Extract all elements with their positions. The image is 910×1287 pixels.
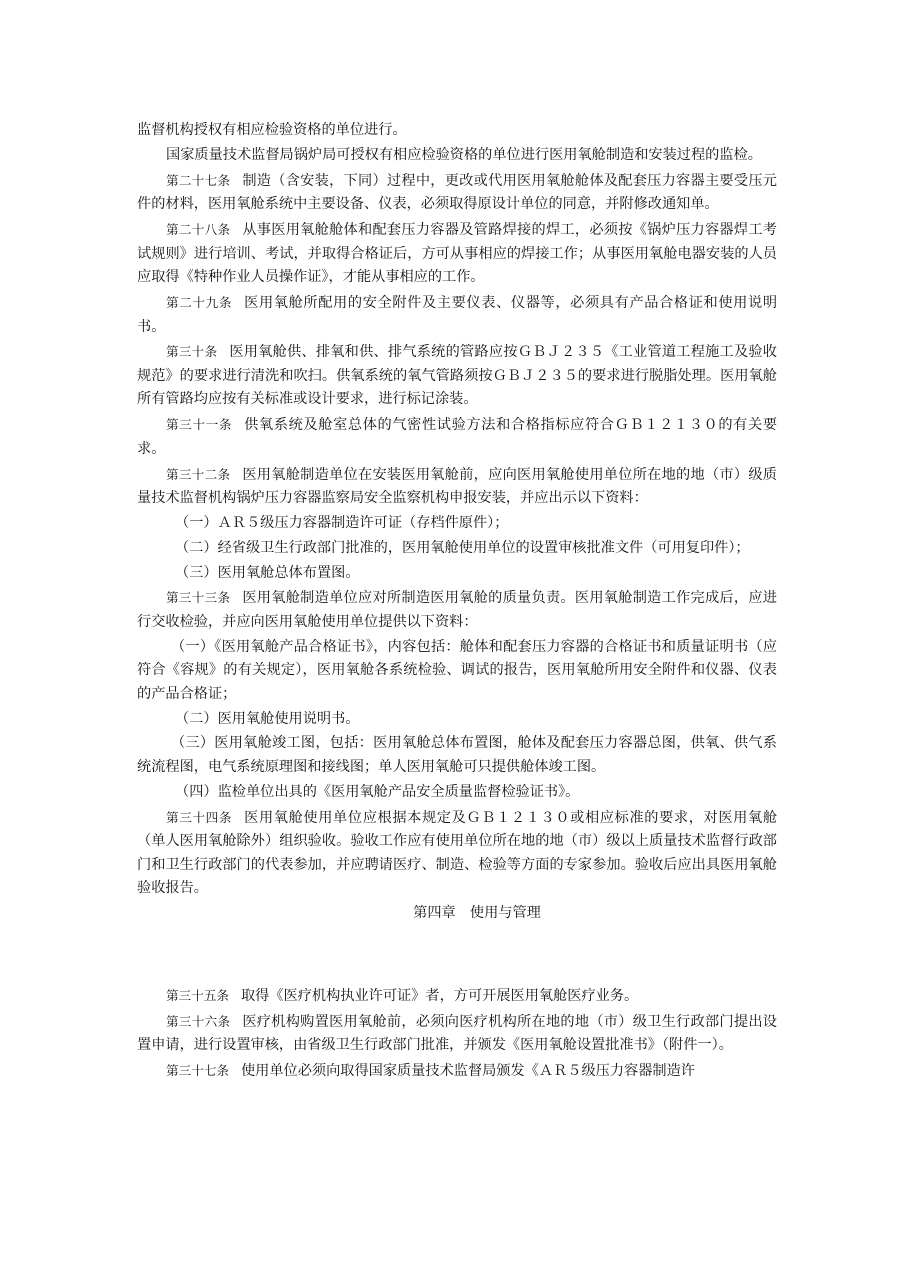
article-37 [137,1059,777,1084]
chapter-heading: 第四章 使用与管理 [413,905,541,922]
paragraph-text: 医用氧舱所配用的安全附件及主要仪表、仪器等，必须具有产品合格证和使用说明书。 [137,294,778,335]
article-number: 第三十四条 [166,809,233,825]
paragraph-text: 取得《医疗机构执业许可证》者，方可开展医用氧舱医疗业务。 [240,987,639,1004]
article-28 [137,218,777,290]
article-number: 第三十二条 [166,466,231,482]
article-34 [137,806,777,901]
article-29 [137,291,777,339]
article-number: 第二十九条 [166,294,233,310]
paragraph-text: 供氧系统及舱室总体的气密性试验方法和合格指标应符合ＧＢ１２１３０的有关要求。 [137,417,778,457]
paragraph-text: （二）医用氧舱使用说明书。 [175,710,360,727]
paragraph-text: 医疗机构购置医用氧舱前，必须向医疗机构所在地的地（市）级卫生行政部门提出设置申请，进行设置审核，由省级卫生行政部门批准，并颁发《医用氧舱设置批准书》（附件一）。 [137,1013,777,1054]
paragraph-text: （一）ＡＲ５级压力容器制造许可证（存档件原件）； [175,515,509,531]
list-item [137,781,777,805]
article-35 [137,984,777,1009]
paragraph-text: 监督机构授权有相应检验资格的单位进行。 [137,122,407,138]
paragraph [137,144,777,168]
document-body [137,119,777,1085]
article-30 [137,340,777,412]
spacer [137,926,777,984]
article-number: 第三十五条 [166,987,229,1003]
paragraph-text: （四）监检单位出具的《医用氧舱产品安全质量监督检验证书》。 [175,783,580,800]
paragraph-text: （一）《医用氧舱产品合格证书》，内容包括：舱体和配套压力容器的合格证书和质量证明书（应符合《容规》的有关规定），医用氧舱各系统检验、调试的报告，医用氧舱所用安全附件和仪器、仪表的产品合格证； [137,638,777,702]
list-item [137,512,777,536]
article-31 [137,413,777,461]
paragraph-text: 制造（含安装，下同）过程中，更改或代用医用氧舱舱体及配套压力容器主要受压元件的材料，医用氧舱系统中主要设备、仪表，必须取得原设计单位的同意，并附修改通知单。 [137,172,777,213]
article-number: 第三十六条 [166,1013,231,1029]
paragraph-text: （三）医用氧舱总体布置图。 [175,564,360,581]
list-item [137,562,777,586]
paragraph-text: 医用氧舱供、排氧和供、排气系统的管路应按ＧＢＪ２３５《工业管道工程施工及验收规范》的要求进行清洗和吹扫。供氧系统的氧气管路须按ＧＢＪ２３５的要求进行脱脂处理。医用氧舱所有管路均应按有关标准或设计要求，进行标记涂装。 [137,344,777,408]
list-item [137,636,777,707]
article-number: 第二十八条 [166,221,231,237]
article-number: 第三十一条 [166,417,233,433]
paragraph-text: 医用氧舱使用单位应根据本规定及ＧＢ１２１３０或相应标准的要求，对医用氧舱（单人医用氧舱除外）组织验收。验收工作应有使用单位所在地的地（市）级以上质量技术监督行政部门和卫生行政部门的代表参加，并应聘请医疗、制造、检验等方面的专家参加。验收后应出具医用氧舱验收报告。 [137,809,778,897]
article-number: 第二十七条 [166,172,231,188]
paragraph-text: 从事医用氧舱舱体和配套压力容器及管路焊接的焊工，必须按《锅炉压力容器焊工考试规则》进行培训、考试，并取得合格证后，方可从事相应的焊接工作；从事医用氧舱电器安装的人员应取得《特种作业人员操作证》，才能从事相应的工作。 [137,221,777,286]
article-27 [137,169,777,217]
paragraph-text: 医用氧舱制造单位应对所制造医用氧舱的质量负责。医用氧舱制造工作完成后，应进行交收检验，并应向医用氧舱使用单位提供以下资料： [137,590,777,630]
paragraph [137,119,777,143]
list-item [137,537,777,561]
article-number: 第三十七条 [166,1062,229,1078]
list-item [137,732,777,779]
paragraph-text: 国家质量技术监督局锅炉局可授权有相应检验资格的单位进行医用氧舱制造和安装过程的监检。 [166,146,762,163]
list-item [137,708,777,732]
paragraph-text: （二）经省级卫生行政部门批准的，医用氧舱使用单位的设置审核批准文件（可用复印件）； [175,539,750,556]
article-number: 第三十三条 [166,590,231,606]
paragraph-text: （三）医用氧舱竣工图，包括：医用氧舱总体布置图，舱体及配套压力容器总图，供氧、供气系统流程图，电气系统原理图和接线图；单人医用氧舱可只提供舱体竣工图。 [137,735,777,776]
article-number: 第三十条 [166,344,218,360]
paragraph-text: 医用氧舱制造单位在安装医用氧舱前，应向医用氧舱使用单位所在地的地（市）级质量技术监督机构锅炉压力容器监察局安全监察机构申报安装，并应出示以下资料： [137,466,777,507]
paragraph-text: 使用单位必须向取得国家质量技术监督局颁发《ＡＲ５级压力容器制造许 [240,1062,695,1079]
article-36 [137,1010,777,1058]
article-33 [137,586,777,634]
article-32 [137,463,777,511]
